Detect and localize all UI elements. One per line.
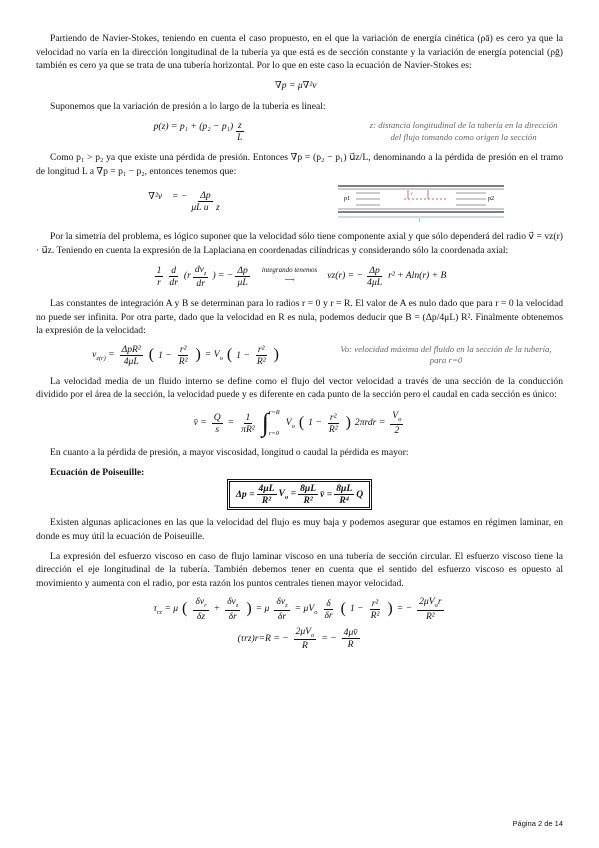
fraction-num: 1 xyxy=(156,264,162,276)
fraction-2muVor-R2 xyxy=(417,596,443,621)
paren-open: ( xyxy=(298,414,305,432)
fraction-den: dr xyxy=(169,276,178,288)
integral xyxy=(262,408,283,438)
fraction-den: R² xyxy=(328,423,338,435)
fraction-num: $2\mu V_or$ xyxy=(419,596,442,610)
eq-2pi: 2πrdr = xyxy=(354,417,386,429)
fraction-den: R² xyxy=(370,609,380,621)
fraction-dvz-dr xyxy=(193,264,209,289)
arrow-glyph: ⟶ xyxy=(284,276,295,285)
eq-tau-R: (τrz)r=R = − xyxy=(237,632,289,644)
diagram-p1-label: p1 xyxy=(344,196,350,203)
fraction-8muL-R2 xyxy=(298,483,318,506)
fraction-num: 4μv̄ xyxy=(343,626,358,638)
equation-navier-text: ∇p = μ∇²v⃗ xyxy=(275,79,324,91)
eq-equals: = xyxy=(227,417,235,429)
fraction-1-over-r xyxy=(155,265,164,288)
fraction-num: Q xyxy=(213,411,221,423)
fraction-num: 4μL xyxy=(258,483,275,495)
eq-one: 1 − xyxy=(349,603,364,615)
fraction-den: s xyxy=(215,423,220,435)
fraction-4muL-R2 xyxy=(257,483,277,506)
diagram-r-label: r xyxy=(411,192,413,198)
fraction-num: $\delta v_z$ xyxy=(227,596,239,610)
eq-vo: $V_o$ xyxy=(285,416,295,430)
eq-one: 1 − xyxy=(158,349,172,361)
fraction-den: 2 xyxy=(394,424,400,436)
paragraph-applications: Existen algunas aplicaciones en las que la velocidad del flujo es muy baja y podemos asegurar que estamos en régimen laminar, en donde es muy útil la ecuación de Poiseuille. xyxy=(36,517,563,542)
fraction-num: ΔpR² xyxy=(121,343,141,355)
fraction-num: $\delta v_r$ xyxy=(195,596,207,610)
note-vo: Vo: velocidad máxima del fluido en la sección de la tubería, para r=0 xyxy=(340,343,552,366)
paren-close: ) xyxy=(273,346,279,364)
eq-mu-vo: = $\mu V_o$ xyxy=(294,602,318,616)
equation-laplacian-cylindrical xyxy=(36,264,563,289)
equation-tau-1 xyxy=(36,596,563,621)
eq-vbar: v̄ = xyxy=(193,417,207,429)
fraction-den: R² xyxy=(256,355,266,367)
fraction-den: δr xyxy=(228,610,237,622)
eq-eq-minus: = − xyxy=(396,603,413,615)
integral-symbol: ∫ xyxy=(261,408,269,438)
fraction-den: 4μL xyxy=(367,276,383,288)
paragraph-viscous-stress: La expresión del esfuerzo viscoso en caso de flujo laminar viscoso en una tubería de sección circular. El esfuerzo viscoso tiene la dirección el eje longitudinal de la tubería. También debemos tener en cuenta que el sentido del esfuerzo viscoso es opuesto al movimiento y aumenta con el radio, por esta razón los puntos centrales tienen mayor velocidad. xyxy=(36,550,563,589)
paragraph-linear-pressure: Suponemos que la variación de presión a lo largo de la tubería es lineal: xyxy=(50,101,326,113)
fraction-num: r² xyxy=(371,597,379,609)
equation-laplace-row xyxy=(36,180,563,222)
paren-close: ) xyxy=(387,600,393,618)
poiseuille-box xyxy=(229,481,370,508)
fraction-num: Δp xyxy=(237,264,248,276)
integral-limits xyxy=(269,408,280,438)
fraction-r2-R2 xyxy=(255,344,268,367)
fraction-den: L xyxy=(237,132,243,144)
fraction-8muL-R4 xyxy=(334,483,354,506)
fraction-num: r² xyxy=(329,411,337,423)
fraction-Vo-2 xyxy=(390,410,403,435)
document-page xyxy=(36,32,563,659)
fraction-num: $2\mu V_o$ xyxy=(295,625,315,639)
pipe-diagram xyxy=(336,180,506,222)
equation-pressure xyxy=(36,120,364,143)
fraction-num: 8μL xyxy=(336,483,353,495)
fraction-dvz-dr xyxy=(274,596,289,621)
note-z-distance: z: distancia longitudinal de la tubería en la dirección del flujo tomando como origen la sección xyxy=(369,120,558,142)
equation-poiseuille xyxy=(36,481,563,508)
fraction-r2-R2 xyxy=(369,598,382,621)
fraction-den: r xyxy=(157,276,161,288)
fraction-den: πR² xyxy=(241,423,255,435)
paragraph-mean-velocity: La velocidad media de un fluido interno se define como el flujo del vector velocidad a través de una sección de la conducción dividido por el área de la sección, la velocidad puede y es diferente en cada punto de la sección pero el caudal en cada sección es único: xyxy=(36,375,563,401)
upper-limit: r=R xyxy=(268,409,280,417)
eq-one: 1 − xyxy=(236,349,250,361)
paren-close: ) xyxy=(195,346,201,364)
lower-limit: r=0 xyxy=(268,429,279,437)
diagram-p2-label: p2 xyxy=(488,196,494,203)
paren-open: ( xyxy=(148,346,155,364)
equation-part: (r xyxy=(183,270,191,282)
fraction-r2-R2 xyxy=(177,344,190,367)
integrating-label: integrando tenemos xyxy=(261,266,318,275)
eq-tau: $\tau_{rz} = \mu$ xyxy=(153,602,179,616)
fraction-num: z xyxy=(237,120,242,132)
fraction-d-dr xyxy=(322,598,334,621)
eq-vo: = $V_o$ xyxy=(204,348,223,362)
equation-velocity xyxy=(36,344,336,367)
page-number: Página 2 de 14 xyxy=(512,819,563,829)
eq-Q: Q xyxy=(356,489,364,500)
paragraph-symmetry: Por la simetría del problema, es lógico suponer que la velocidad sólo tiene componente axial y que sólo dependerá del radio v⃗ = vz(r) · u⃗z. Teniendo en cuenta la expresión de la Laplaciana en coordenadas cilíndricas y considerando sólo la coordenada axial: xyxy=(36,231,563,256)
eq-vz: $v_{z(r)}$ = xyxy=(92,348,115,362)
fraction-r2-R2 xyxy=(327,412,340,435)
eq-vbar-eq: v̄ = xyxy=(320,489,333,500)
fraction-num: $\delta v_z$ xyxy=(276,596,288,610)
fraction-dpR2-4muL xyxy=(120,344,143,367)
fraction-den: δr xyxy=(324,609,333,621)
fraction-den: R² xyxy=(303,495,313,507)
poiseuille-heading: Ecuación de Poiseuille: xyxy=(50,466,145,478)
equation-mean-velocity xyxy=(36,408,563,438)
fraction-dp-over-muL xyxy=(189,190,221,213)
fraction-z-over-L xyxy=(235,120,244,143)
eq-vo-eq: $V_o$ = xyxy=(278,488,297,502)
eq-eq-minus: = − xyxy=(321,632,337,644)
eq-dp: Δp = xyxy=(235,489,255,500)
equation-navier-stokes xyxy=(36,79,563,93)
fraction-dp-muL xyxy=(235,265,249,288)
fraction-num: $V_o$ xyxy=(392,410,402,424)
fraction-den: R⁴ xyxy=(339,495,350,507)
equation-pressure-row xyxy=(36,120,563,143)
fraction-Q-s xyxy=(212,412,223,435)
equation-vz-lhs: vz(r) = − xyxy=(327,270,364,282)
fraction-num: Δp xyxy=(369,264,380,276)
fraction-num: Δp xyxy=(200,189,211,201)
paragraph-intro: Partiendo de Navier-Stokes, teniendo en cuenta el caso propuesto, en el que la variación de energía cinética (ρā) es cero ya que la velocidad no varía en la dirección longitudinal de la tubería ya que está es de sección constante y la variación de energía potencial (ρḡ) también es cero ya que se trata de una tubería horizontal. Por lo que en este caso la ecuación de Navier-Stokes es: xyxy=(36,33,563,72)
paragraph-pressure-viscosity: En cuanto a la pérdida de presión, a mayor viscosidad, longitud o caudal la pérdida es mayor: xyxy=(50,447,409,459)
equation-part: ) = − xyxy=(212,270,234,282)
fraction-den: R² xyxy=(261,495,272,507)
eq-plus: + xyxy=(213,603,221,615)
paren-open: ( xyxy=(182,600,188,618)
fraction-den: μL u⃗z xyxy=(191,201,220,213)
fraction-num: r² xyxy=(257,343,265,355)
eq-one: 1 − xyxy=(308,417,322,429)
equation-vz-tail: r² + Aln(r) + B xyxy=(388,270,447,282)
fraction-den: dr xyxy=(196,277,205,289)
equation-laplace-lhs: ∇²v⃗ = − xyxy=(148,190,188,202)
fraction-num: δ xyxy=(326,597,331,609)
eq-eq-mu: = μ xyxy=(255,603,270,615)
equation-pressure-lhs: p(z) = p₁ + (p₂ − p₁) xyxy=(153,121,234,133)
fraction-num: 1 xyxy=(245,411,251,423)
fraction-4muvbar-R xyxy=(342,627,360,650)
fraction-dvz-dr xyxy=(225,596,240,621)
fraction-den: R xyxy=(301,640,308,652)
fraction-num: 8μL xyxy=(300,483,317,495)
fraction-den: δr xyxy=(277,610,287,622)
fraction-num: r² xyxy=(179,343,187,355)
page-footer xyxy=(513,819,563,830)
fraction-den: R xyxy=(347,639,354,650)
fraction-den: R² xyxy=(425,610,435,622)
fraction-num: d xyxy=(171,264,177,276)
equation-tau-2 xyxy=(36,626,563,651)
paren-close: ) xyxy=(345,414,351,432)
diagram-length-label: l xyxy=(419,219,421,223)
fraction-num: $dv_z$ xyxy=(194,263,207,277)
fraction-2muVo-R xyxy=(294,626,317,651)
paragraph-integration-constants: Las constantes de integración A y B se determinan para lo radios r = 0 y r = R. El valor de A es nulo dado que para r = 0 la velocidad no puede ser infinita. Por otra parte, dado que la velocidad en R es nula, podemos deducir que B = (Δp/4μL) R². Finalmente obtenemos la expresión de la velocidad: xyxy=(36,297,563,337)
fraction-den: δz xyxy=(196,610,206,622)
paren-close: ) xyxy=(246,600,252,618)
integrating-arrow xyxy=(262,266,317,286)
fraction-1-piR2 xyxy=(239,412,257,435)
fraction-den: R² xyxy=(178,355,188,367)
paren-open: ( xyxy=(226,346,233,364)
fraction-d-dr xyxy=(167,265,180,288)
paren-open: ( xyxy=(340,600,346,618)
equation-velocity-row xyxy=(36,344,563,367)
fraction-dp-4muL xyxy=(365,265,384,288)
equation-laplace xyxy=(36,190,336,213)
fraction-den: 4μL xyxy=(123,355,139,367)
fraction-dvr-dz xyxy=(193,596,208,621)
paragraph-pressure-loss: Como p₁ > p₂ ya que existe una pérdida de presión. Entonces ∇p = (p₂ − p₁) u⃗z/L, denominando a la pérdida de presión en el tramo de longitud L a ∇p = p₁ − p₂, entonces tenemos que: xyxy=(36,152,563,177)
fraction-den: μL xyxy=(237,276,248,288)
